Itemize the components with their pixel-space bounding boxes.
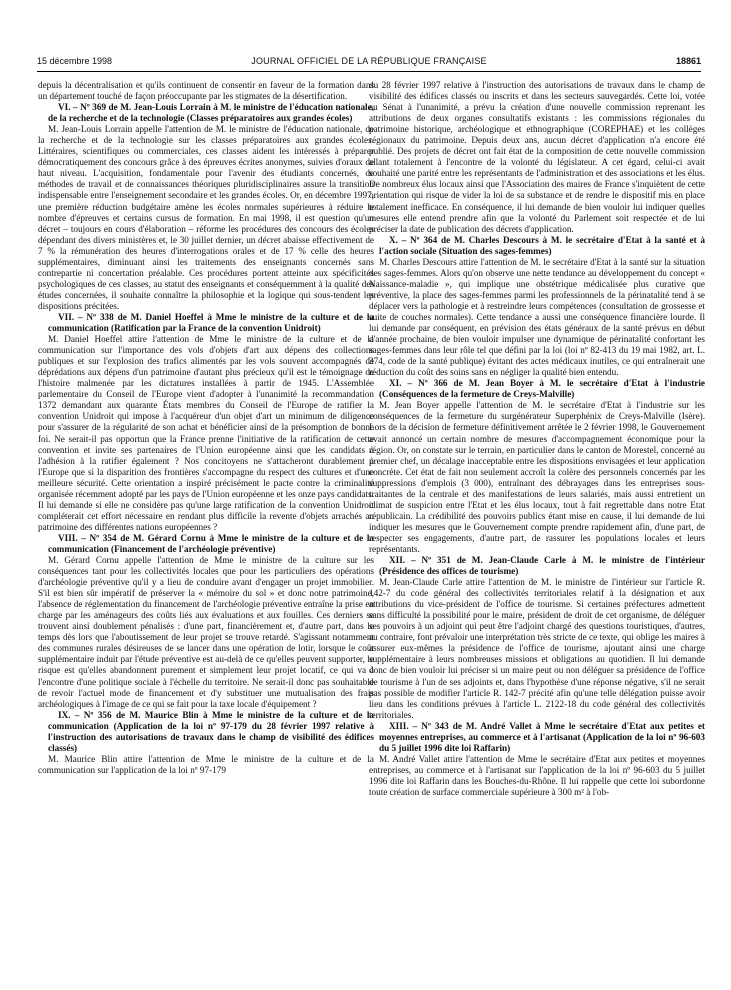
continued-paragraph: du 28 février 1997 relative à l'instruction des autorisations de travaux dans le champ de visibilité des édifices classés ou inscrits et dans les secteurs sauvegardés. Cette loi, votée au Sénat à l'unanimité, a prévu la création d'une nouvelle commission reprenant les attributions de deux organes consultatifs existants : les commissions régionales du patrimoine historique, archéologique et ethnographique (COREPHAE) et les collèges régionaux du patrimoine. Depuis deux ans, aucun décret d'application n'a encore été publié. Des projets de décret ont fait état de la composition de cette nouvelle commission allant totalement à l'encontre de la volonté du législateur. A cet égard, celui-ci avait souhaité une parité entre les représentants de l'administration et des associations et les élus. De nombreux élus locaux ainsi que l'Association des maires de France s'inquiètent de cette orientation qui risque de vider la loi de sa substance et de rendre le dispositif mis en place totalement inefficace. En conséquence, il lui demande de bien vouloir lui indiquer quelles mesures elle entend prendre afin que la volonté du Parlement soit respectée et de lui préciser la date de publication des décrets d'application. (369, 80, 705, 234)
right-column (369, 80, 705, 798)
question-heading: XIII. – Nº 343 de M. André Vallet à Mme le secrétaire d'Etat aux petites et moyennes entreprises, au commerce et à l'artisanat (Application de la loi nº 96-603 du 5 juillet 1996 dite loi Raffarin) (379, 720, 705, 753)
page-header (37, 56, 701, 70)
intro-paragraph: depuis la décentralisation et qu'ils continuent de consentir en faveur de la formation dans un département touché de façon préoccupante par les stigmates de la désertification. (38, 80, 374, 102)
question-body: M. André Vallet attire l'attention de Mme le secrétaire d'Etat aux petites et moyennes entreprises, au commerce et à l'artisanat sur l'application de la loi nº 96-603 du 5 juillet 1996 dite loi Raffarin dans les Bouches-du-Rhône. Il lui rappelle que cette loi subordonne toute création de surface commerciale supérieure à 300 m² à l'ob- (369, 753, 705, 797)
question-heading: X. – Nº 364 de M. Charles Descours à M. le secrétaire d'Etat à la santé et à l'action sociale (Situation des sages-femmes) (379, 234, 705, 256)
header-rule (37, 71, 701, 72)
page-number: 18861 (675, 56, 701, 66)
question-body: M. Jean Boyer appelle l'attention de M. le secrétaire d'Etat à l'industrie sur les conséquences de la fermeture du surgénérateur Superphénix de Creys-Malville (Isère). Lors de la décision de fermeture définitivement arrêtée le 2 février 1998, le Gouvernement avait annoncé un certain nombre de mesures d'accompagnement économique pour la région. Or, on constate sur le terrain, en particulier dans le canton de Morestel, concerné au premier chef, un décalage inacceptable entre les dispositions envisagées et leur application concrète. Cet état de fait non seulement accroît la colère des personnels concernés par les suppressions d'emplois (3 000), entraînant des débrayages dans les entreprises sous-traitantes de la centrale et des manifestations de leurs salariés, mais aussi entretient un climat de suspicion entre l'Etat et les élus locaux, tout à fait regrettable dans notre Etat républicain. La crédibilité des pouvoirs publics étant mise en cause, il lui demande de lui indiquer les mesures que le Gouvernement compte prendre rapidement afin, d'une part, de respecter ses engagements, d'autre part, de rassurer les populations locales et leurs représentants. (369, 400, 705, 554)
left-column (38, 80, 374, 776)
question-body: M. Jean-Claude Carle attire l'attention de M. le ministre de l'intérieur sur l'article R. 142-7 du code général des collectivités territoriales relatif à la désignation et aux attributions du vice-président de l'office de tourisme. Si certaines préfectures admettent sans difficulté la possibilité pour le maire, président de droit de cet organisme, de déléguer ses pouvoirs à un adjoint qui peut être l'adjoint chargé des questions touristiques, d'autres, au contraire, font prévaloir une interprétation très stricte de ce texte, qui oblige les maires à assurer eux-mêmes la présidence de l'office de tourisme, ajoutant ainsi une charge supplémentaire à leurs nombreuses missions et obligations au quotidien. Il lui demande donc de bien vouloir lui préciser si un maire peut ou non déléguer sa présidence de l'office de tourisme à l'un de ses adjoints et, dans l'hypothèse d'une réponse négative, s'il ne serait pas possible de modifier l'article R. 142-7 précité afin qu'une telle délégation puisse avoir lieu dans les conditions prévues à l'article L. 2122-18 du code général des collectivités territoriales. (369, 577, 705, 720)
question-heading: VIII. – Nº 354 de M. Gérard Cornu à Mme le ministre de la culture et de la communication (Financement de l'archéologie préventive) (48, 532, 374, 554)
question-heading: VII. – Nº 338 de M. Daniel Hoeffel à Mme le ministre de la culture et de la communication (Ratification par la France de la convention Unidroit) (48, 311, 374, 334)
question-body: M. Daniel Hoeffel attire l'attention de Mme le ministre de la culture et de la communication sur l'importance des vols d'objets d'art aux dépens des collections publiques et sur l'explosion des trafics alimentés par les vols souvent accompagnés de déprédations aux dépens d'un patrimoine d'autant plus précieux qu'il est le témoignage de l'histoire malmenée par les dictatures installées à partir de 1945. L'Assemblée parlementaire du Conseil de l'Europe vient d'adopter à l'unanimité la recommandation 1372 demandant aux quarante États membres du Conseil de l'Europe de ratifier la convention Unidroit qui impose à l'acquéreur d'un objet d'art un minimum de diligence pour s'assurer de la régularité de son achat et bénéficier ainsi de la présomption de bonne foi. Ne serait-il pas opportun que la France prenne l'initiative de la ratification de cette convention et invite ses partenaires de l'Union européenne ainsi que les candidats à l'adhésion à la ratifier également ? Nos concitoyens ne s'attacheront durablement à l'Europe que si la disparition des frontières s'accompagne du respect des cultures et d'une meilleure sécurité. Cette orientation a inspiré précisément le pacte contre la criminalité organisée récemment adopté par les pays de l'Union européenne et les onze pays candidats. Il lui demande si elle ne considère pas qu'une large ratification de la convention Unidroit compléterait cet effort nécessaire en rendant plus difficile la revente d'objets arrachés au patrimoine des différentes nations européennes ? (38, 334, 374, 532)
question-body: M. Gérard Cornu appelle l'attention de Mme le ministre de la culture sur les conséquences tant pour les collectivités locales que pour les particuliers des opérations d'archéologie préventive qu'il y a lieu de conduire avant d'engager un projet immobilier. S'il est bien sûr impératif de préserver la « mémoire du sol » et donc notre patrimoine, l'absence de réglementation du financement de l'archéologie préventive entraîne la prise en charge par les aménageurs des coûts liés aux évaluations et aux fouilles. Ces derniers se trouvent ainsi doublement pénalisés : d'une part, financièrement et, d'autre part, dans le temps dès lors que l'aboutissement de leur projet se trouve retardé. S'agissant notamment des communes rurales désireuses de se lancer dans une opération de lotir, lorsque le coût supplémentaire induit par l'étude préventive est au-delà de ce qu'elles peuvent supporter, le risque est qu'elles abandonnent purement et simplement leur projet locatif, ce qui va à l'encontre d'une politique sociale à l'échelle du territoire. Ne serait-il donc pas souhaitable de revoir l'actuel mode de financement et d'y substituer une mutualisation des frais archéologiques à l'image de ce qui se fait pour la taxe locale d'équipement ? (38, 555, 374, 709)
question-heading: IX. – Nº 356 de M. Maurice Blin à Mme le ministre de la culture et de la communication (Application de la loi nº 97-179 du 28 février 1997 relative à l'instruction des autorisations de travaux dans le champ de visibilité des édifices classés) (48, 709, 374, 753)
question-body: M. Charles Descours attire l'attention de M. le secrétaire d'Etat à la santé sur la situation des sages-femmes. Alors qu'on observe une nette tendance au développement du concept « Naissance-maladie », qui implique une obstétrique médicalisée plus curative que préventive, la place des sages-femmes parmi les professionnels de la périnatalité tend à se déplacer vers la pathologie et à restreindre leurs compétences (consultation de grossesse et suite de couches normales). Cette tendance a aussi une conséquence financière lourde. Il lui demande par conséquent, en prévision des états généraux de la santé prévus en début d'année prochaine, de bien vouloir impulser une dynamique de périnatalité confortant les sages-femmes dans leur rôle tel que défini par la loi (loi nº 82-413 du 19 mai 1982, art. L. 374, code de la santé publique) évitant des actes médicaux inutiles, ce qui entraînerait une réduction du coût des soins sans en négliger la qualité bien entendu. (369, 256, 705, 378)
question-heading: XI. – Nº 366 de M. Jean Boyer à M. le secrétaire d'Etat à l'industrie (Conséquences de la fermeture de Creys-Malville) (379, 378, 705, 400)
question-body: M. Maurice Blin attire l'attention de Mme le ministre de la culture et de la communication sur l'application de la loi nº 97-179 (38, 753, 374, 775)
journal-title: JOURNAL OFFICIEL DE LA RÉPUBLIQUE FRANÇAISE (251, 56, 487, 66)
question-heading: XII. – Nº 351 de M. Jean-Claude Carle à M. le ministre de l'intérieur (Présidence des offices de tourisme) (379, 555, 705, 577)
question-body: M. Jean-Louis Lorrain appelle l'attention de M. le ministre de l'éducation nationale, de la recherche et de la technologie sur les classes préparatoires aux grandes écoles. Littéraires, scientifiques ou commerciales, ces classes aident les intéressés à préparer démocratiquement des concours grâce à des épreuves écrites anonymes, suivies d'oraux de haut niveau. L'acquisition, fondamentale pour l'avenir des étudiants concernés, de méthodes de travail et de connaissances théoriques pluridisciplinaires assure la transition indispensable entre l'enseignement secondaire et les grandes écoles. Or, en décembre 1997, une première réduction budgétaire amène les écoles normales supérieures à réduire le nombre d'épreuves et certains cursus de formation. En mai 1998, il est question qu'un décret – toujours en cours d'élaboration – réforme les procédures des concours des écoles dépendant des divers ministères et, le 30 juillet dernier, un décret abaisse effectivement de 7 % la rémunération des heures d'interrogations orales et de 17 % celle des heures supplémentaires, diminuant ainsi les traitements des enseignants concernés sans contrepartie ni concertation préalable. Ces procédures portent atteinte aux spécificités psychologiques de ces classes, au statut des enseignants et conséquemment à la qualité des études concernées, il souhaite connaître la philosophie et la logique qui sous-tendent les dispositions précitées. (38, 124, 374, 311)
question-heading: VI. – Nº 369 de M. Jean-Louis Lorrain à M. le ministre de l'éducation nationale, de la recherche et de la technologie (Classes préparatoires aux grandes écoles) (48, 102, 374, 124)
issue-date: 15 décembre 1998 (37, 56, 113, 66)
